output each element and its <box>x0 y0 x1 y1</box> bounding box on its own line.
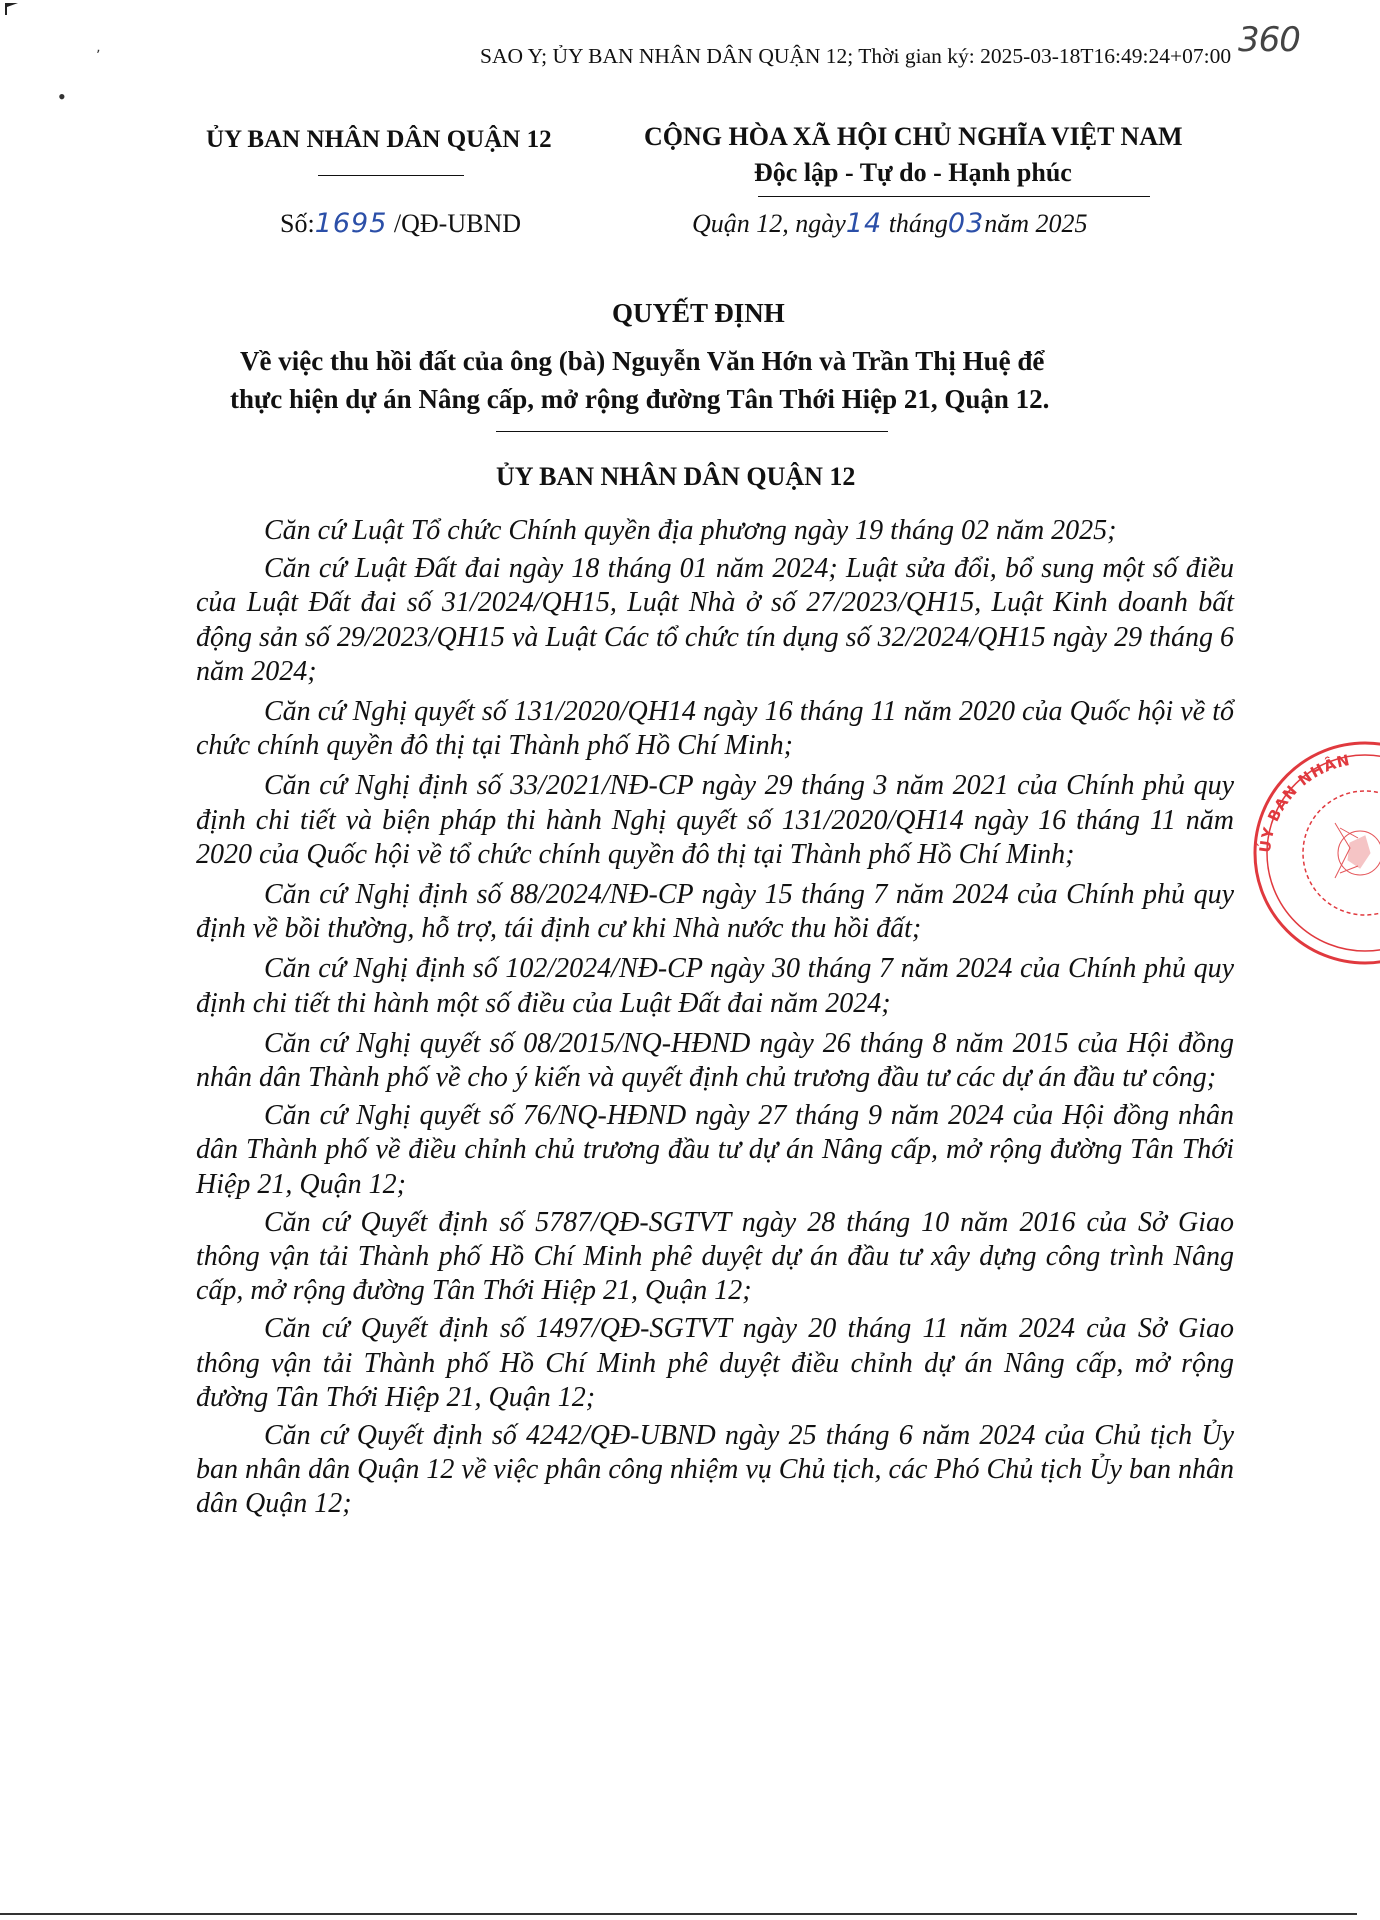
national-motto: Độc lập - Tự do - Hạnh phúc <box>754 158 1072 187</box>
legal-basis-paragraph: Căn cứ Luật Tổ chức Chính quyền địa phương ngày 19 tháng 02 năm 2025; <box>264 515 1117 546</box>
agency-underline <box>318 175 464 176</box>
legal-basis-paragraph: Căn cứ Quyết định số 1497/QĐ-SGTVT ngày 20 tháng 11 năm 2024 của Sở Giao thông vận tải Thành phố Hồ Chí Minh phê duyệt điều chỉnh dự án Nâng cấp, mở rộng đường Tân Thới Hiệp 21, Quận 12; <box>196 1313 1234 1413</box>
seal-text: ỦY BAN NHÂN DÂN QUẬN <box>1233 714 1358 854</box>
legal-basis-paragraph: Căn cứ Luật Đất đai ngày 18 tháng 01 năm 2024; Luật sửa đổi, bổ sung một số điều của Luật Đất đai số 31/2024/QH15, Luật Nhà ở số 27/2023/QH15, Luật Kinh doanh bất động sản số 29/2023/QH15 và Luật Các tổ chức tín dụng số 32/2024/QH15 ngày 29 tháng 6 năm 2024; <box>196 553 1234 687</box>
legal-basis-paragraph: Căn cứ Nghị quyết số 76/NQ-HĐND ngày 27 tháng 9 năm 2024 của Hội đồng nhân dân Thành phố về điều chỉnh chủ trương đầu tư dự án Nâng cấp, mở rộng đường Tân Thới Hiệp 21, Quận 12; <box>196 1100 1234 1200</box>
handwritten-month: 03 <box>947 208 985 239</box>
legal-basis-paragraph: Căn cứ Quyết định số 5787/QĐ-SGTVT ngày 28 tháng 10 năm 2016 của Sở Giao thông vận tải Thành phố Hồ Chí Minh phê duyệt dự án đầu tư xây dựng công trình Nâng cấp, mở rộng đường Tân Thới Hiệp 21, Quận 12; <box>196 1206 1234 1307</box>
scan-speck: • <box>58 84 66 109</box>
official-seal <box>1233 714 1380 978</box>
document-title: QUYẾT ĐỊNH <box>612 298 785 328</box>
date-prefix: Quận 12, ngày <box>692 209 846 238</box>
handwritten-day: 14 <box>845 208 883 239</box>
number-prefix: Số: <box>280 209 315 238</box>
document-number <box>280 208 521 239</box>
scan-speck: ٬ <box>96 49 101 64</box>
scan-corner-mark <box>4 2 20 16</box>
legal-basis-paragraph: Căn cứ Quyết định số 4242/QĐ-UBND ngày 25 tháng 6 năm 2024 của Chủ tịch Ủy ban nhân dân Quận 12 về việc phân công nhiệm vụ Chủ tịch, các Phó Chủ tịch Ủy ban nhân dân Quận 12; <box>196 1420 1234 1520</box>
motto-underline <box>758 196 1150 197</box>
legal-basis-paragraph: Căn cứ Nghị quyết số 08/2015/NQ-HĐND ngày 26 tháng 8 năm 2015 của Hội đồng nhân dân Thành phố về cho ý kiến và quyết định chủ trương đầu tư các dự án đầu tư công; <box>196 1027 1234 1094</box>
subject-underline <box>496 431 888 432</box>
number-suffix: /QĐ-UBND <box>393 209 522 238</box>
agency-name: ỦY BAN NHÂN DÂN QUẬN 12 <box>206 126 552 153</box>
subject-line-1: Về việc thu hồi đất của ông (bà) Nguyễn Văn Hớn và Trần Thị Huệ để <box>240 346 1045 376</box>
legal-basis-paragraph: Căn cứ Nghị định số 102/2024/NĐ-CP ngày 30 tháng 7 năm 2024 của Chính phủ quy định chi tiết thi hành một số điều của Luật Đất đai năm 2024; <box>196 953 1234 1019</box>
issuer-heading: ỦY BAN NHÂN DÂN QUẬN 12 <box>496 462 856 491</box>
handwritten-page-number: 360 <box>1238 20 1300 60</box>
legal-basis-paragraph: Căn cứ Nghị định số 88/2024/NĐ-CP ngày 15 tháng 7 năm 2024 của Chính phủ quy định về bồi thường, hỗ trợ, tái định cư khi Nhà nước thu hồi đất; <box>196 879 1234 945</box>
date-year: năm 2025 <box>984 209 1088 238</box>
page-bottom-rule <box>0 1913 1357 1915</box>
handwritten-number: 1695 <box>314 208 388 239</box>
digital-signature-line: SAO Y; ỦY BAN NHÂN DÂN QUẬN 12; Thời gian ký: 2025-03-18T16:49:24+07:00 <box>480 44 1232 68</box>
legal-basis-paragraph: Căn cứ Nghị định số 33/2021/NĐ-CP ngày 29 tháng 3 năm 2021 của Chính phủ quy định chi tiết và biện pháp thi hành Nghị quyết số 131/2020/QH14 ngày 16 tháng 11 năm 2020 của Quốc hội về tổ chức chính quyền đô thị tại Thành phố Hồ Chí Minh; <box>196 770 1234 870</box>
legal-basis-section <box>196 514 1234 1522</box>
issue-date <box>692 208 1088 239</box>
subject-line-2: thực hiện dự án Nâng cấp, mở rộng đường Tân Thới Hiệp 21, Quận 12. <box>230 384 1050 414</box>
svg-text:ỦY BAN NHÂN DÂN QUẬN <box>1233 712 1358 854</box>
national-title: CỘNG HÒA XÃ HỘI CHỦ NGHĨA VIỆT NAM <box>644 122 1183 151</box>
date-month-label: tháng <box>882 209 948 238</box>
legal-basis-paragraph: Căn cứ Nghị quyết số 131/2020/QH14 ngày 16 tháng 11 năm 2020 của Quốc hội về tổ chức chính quyền đô thị tại Thành phố Hồ Chí Minh; <box>196 696 1234 762</box>
